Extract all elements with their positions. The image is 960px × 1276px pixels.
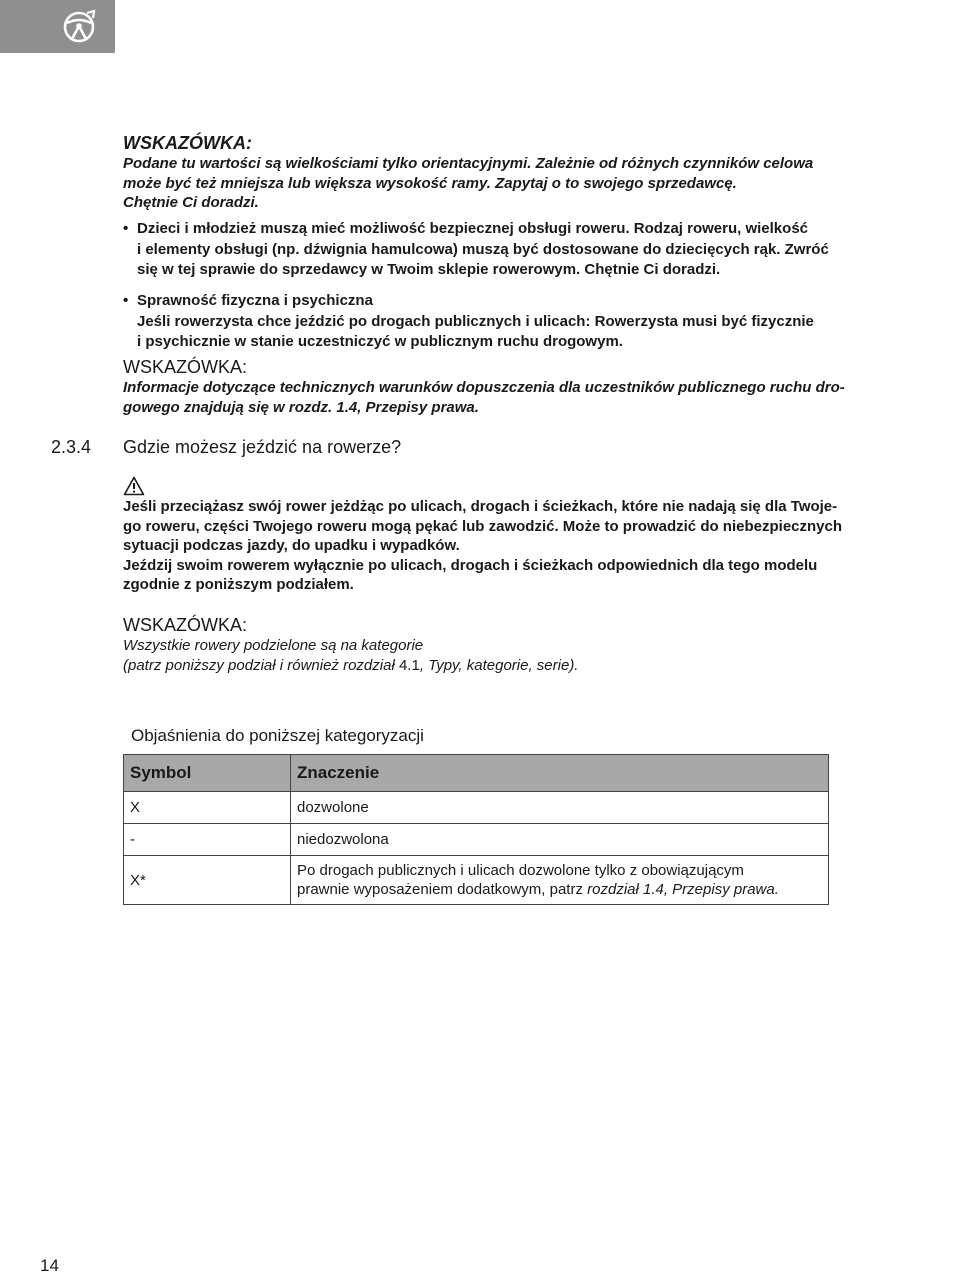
bicycle-steering-wheel-icon (60, 9, 98, 45)
section-number: 2.3.4 (51, 437, 92, 457)
note-line: gowego znajdują się w rozdz. 1.4, Przepisy prawa. (123, 398, 479, 416)
meaning-cell: niedozwolona (291, 824, 829, 856)
chapter-reference: rozdział 1.4, Przepisy prawa. (587, 881, 779, 898)
note-line: Wszystkie rowery podzielone są na kategorie (123, 637, 424, 654)
warning-line: sytuacji podczas jazdy, do upadku i wypadków. (123, 537, 460, 555)
note-line: może być też mniejsza lub większa wysokość ramy. Zapytaj o to swojego sprzedawcę. (123, 174, 737, 192)
note-title: WSKAZÓWKA: (123, 357, 248, 377)
note-line-prefix: (patrz poniższy podział i również rozdział (123, 656, 399, 674)
warning-triangle-icon (123, 476, 145, 496)
note-title: WSKAZÓWKA: (123, 615, 248, 635)
note-line-suffix: , Typy, kategorie, serie). (419, 656, 579, 674)
symbol-cell: X (124, 792, 291, 824)
note-line: Podane tu wartości są wielkościami tylko orientacyjnymi. Zależnie od różnych czynników celowa (123, 155, 814, 172)
bullet-dot: • (123, 292, 129, 309)
section-title: Gdzie możesz jeździć na rowerze? (123, 437, 402, 457)
table-row (124, 856, 829, 905)
table-row (124, 824, 829, 856)
meaning-line: Po drogach publicznych i ulicach dozwolone tylko z obowiązującym (297, 862, 744, 879)
column-header-symbol: Symbol (124, 755, 291, 792)
chapter-ref: 4.1 (398, 656, 420, 674)
header-logo-box (0, 0, 115, 53)
symbol-cell: - (124, 824, 291, 856)
note-block-2 (123, 357, 903, 417)
table-header-row (124, 755, 829, 792)
bullet-dot: • (123, 220, 129, 237)
table-row (124, 792, 829, 824)
page-number: 14 (40, 1256, 59, 1275)
bullet-line: Sprawność fizyczna i psychiczna (137, 292, 373, 309)
bullet-line: się w tej sprawie do sprzedawcy w Twoim sklepie rowerowym. Chętnie Ci doradzi. (137, 261, 721, 278)
bullet-line: i psychicznie w stanie uczestniczyć w publicznym ruchu drogowym. (137, 333, 623, 350)
symbol-cell: X* (124, 856, 291, 905)
warning-line: zgodnie z poniższym podziałem. (123, 576, 354, 594)
note-line: Informacje dotyczące technicznych warunków dopuszczenia dla uczestników publicznego ruchu dro- (123, 379, 845, 396)
table-caption: Objaśnienia do poniższej kategoryzacji (131, 726, 424, 745)
note-line: Chętnie Ci doradzi. (123, 194, 259, 211)
column-header-meaning: Znaczenie (291, 755, 829, 792)
meaning-cell (291, 856, 829, 905)
note-title: WSKAZÓWKA: (123, 133, 252, 153)
bullet-line: i elementy obsługi (np. dźwignia hamulcowa) muszą być dostosowane do dziecięcych rąk. Zwróć (137, 240, 829, 258)
meaning-line (297, 880, 822, 899)
warning-line: Jeśli przeciążasz swój rower jeżdżąc po ulicach, drogach i ścieżkach, które nie nadają się dla Twoje- (123, 498, 838, 515)
warning-line: Jeździj swoim rowerem wyłącznie po ulicach, drogach i ścieżkach odpowiednich dla tego modelu (123, 556, 818, 574)
warning-line: go roweru, części Twojego roweru mogą pękać lub zawodzić. Może to prowadzić do niebezpiecznych (123, 517, 843, 535)
note-block-1 (123, 133, 903, 213)
meaning-cell: dozwolone (291, 792, 829, 824)
bullet-line: Jeśli rowerzysta chce jeździć po drogach publicznych i ulicach: Rowerzysta musi być fizycznie (137, 312, 814, 330)
category-legend-table (123, 754, 829, 905)
warning-text (123, 497, 903, 595)
bullet-item-children (123, 219, 883, 281)
meaning-line-prefix: prawnie wyposażeniem dodatkowym, patrz (297, 881, 588, 898)
note-line (123, 656, 903, 676)
note-block-3 (123, 615, 903, 675)
bullet-line: Dzieci i młodzież muszą mieć możliwość bezpiecznej obsługi roweru. Rodzaj roweru, wielkość (137, 220, 809, 237)
bullet-item-fitness (123, 291, 883, 353)
